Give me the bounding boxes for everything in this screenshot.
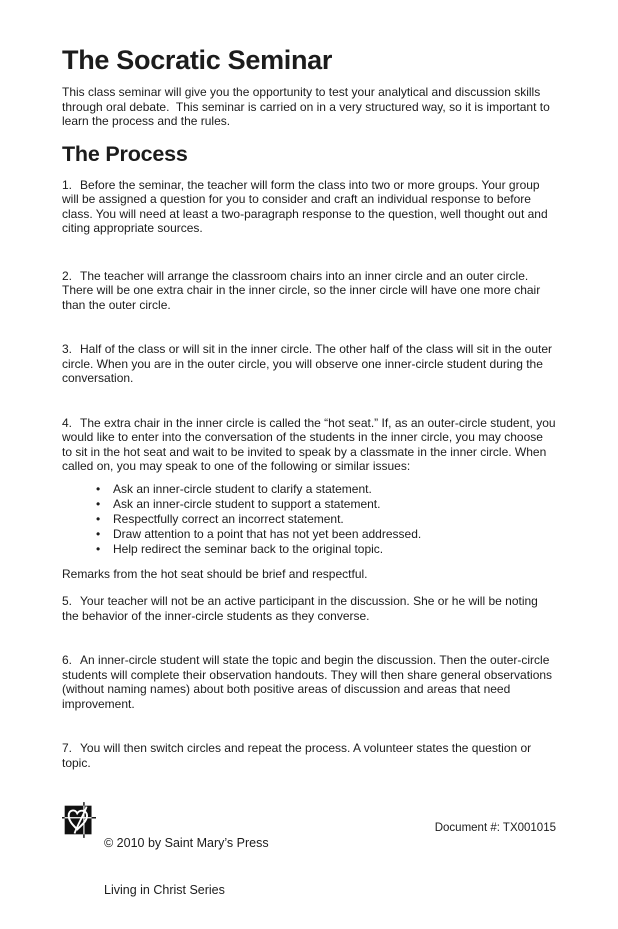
step-number: 7.: [62, 741, 73, 755]
step-text: You will then switch circles and repeat the process. A volunteer states the question or topic.: [62, 741, 535, 770]
page-footer: [62, 802, 556, 929]
process-step-1: [62, 178, 556, 236]
section-heading: The Process: [62, 141, 188, 166]
step-text: The extra chair in the inner circle is called the “hot seat.” If, as an outer-circle student, you would like to enter into the conversation of the students in the inner circle, you may choose to sit in the hot seat and wait to be invited to speak by a classmate in the inner circle. When called on, you may speak to one of the following or similar issues:: [62, 415, 559, 473]
step-number: 4.: [62, 415, 73, 430]
process-step-7: [62, 741, 556, 770]
step-number: 3.: [62, 342, 73, 356]
list-item: • Draw attention to a point that has not yet been addressed.: [62, 527, 556, 542]
process-step-3: [62, 342, 556, 386]
list-item: • Help redirect the seminar back to the original topic.: [62, 542, 556, 557]
document-page: [0, 44, 618, 897]
remarks-paragraph: Remarks from the hot seat should be brief and respectful.: [62, 566, 368, 581]
step-text: Your teacher will not be an active participant in the discussion. She or he will be noting the behavior of the inner-circle students as they converse.: [62, 594, 542, 623]
step-text: Half of the class or will sit in the inner circle. The other half of the class will sit in the outer circle. When you are in the outer circle, you will observe one inner-circle student during the conversation.: [62, 342, 556, 385]
process-step-5: [62, 594, 556, 623]
step-number: 5.: [62, 594, 73, 608]
step-number: 2.: [62, 268, 73, 283]
document-body: [0, 44, 618, 770]
series-line: Living in Christ Series: [104, 882, 225, 897]
step-text: The teacher will arrange the classroom chairs into an inner circle and an outer circle. There will be one extra chair in the inner circle, so the inner circle will have one more chair than the outer circle.: [62, 268, 544, 312]
list-item: • Ask an inner-circle student to support a statement.: [62, 497, 556, 512]
process-step-6: [62, 653, 556, 711]
publisher-info: [104, 802, 269, 929]
saint-marys-press-logo-icon: [62, 802, 96, 838]
intro-paragraph: This class seminar will give you the opportunity to test your analytical and discussion skills through oral debate. This seminar is carried on in a very structured way, so it is important to learn the process and the rules.: [62, 85, 554, 128]
list-item: • Respectfully correct an incorrect statement.: [62, 512, 556, 527]
process-step-2: [62, 269, 556, 313]
page-title: The Socratic Seminar: [62, 45, 333, 75]
document-number: Document #: TX001015: [434, 822, 556, 834]
step-number: 1.: [62, 177, 73, 192]
step-text: An inner-circle student will state the topic and begin the discussion. Then the outer-circle students will complete their observation handouts. They will then share general observations (without naming names) about both positive areas of discussion and areas that need improvement.: [62, 653, 556, 711]
copyright-line: © 2010 by Saint Mary’s Press: [104, 836, 269, 850]
step-text: Before the seminar, the teacher will form the class into two or more groups. Your group will be assigned a question for you to consider and craft an individual response to before class. You will need at least a two-paragraph response to the question, well thought out and citing appropriate sources.: [62, 177, 551, 235]
hot-seat-issue-list: [62, 482, 556, 557]
step-number: 6.: [62, 653, 73, 667]
process-step-4: [62, 415, 559, 474]
list-item: • Ask an inner-circle student to clarify a statement.: [62, 482, 556, 497]
